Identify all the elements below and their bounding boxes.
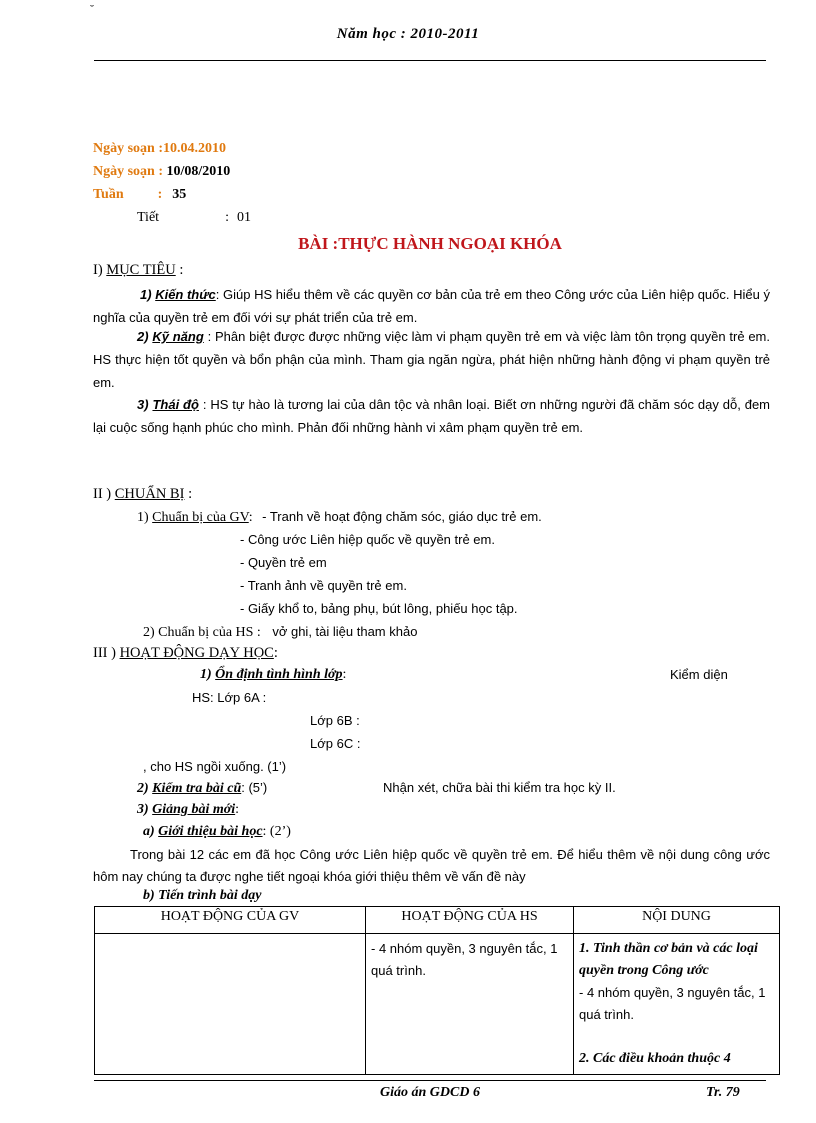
table-row: [95, 934, 780, 1075]
school-year-header: Năm học : 2010-2011: [336, 26, 480, 42]
teacher-prep-colon: :: [248, 510, 253, 525]
cell-content: [574, 934, 780, 1075]
cell-teacher-activity: [95, 934, 366, 1075]
period-line: [137, 210, 251, 226]
section-3-suffix: :: [273, 645, 278, 661]
teacher-prep-item-4: - Tranh ảnh về quyền trẻ em.: [240, 578, 407, 593]
teacher-prep-item-3: - Quyền trẻ em: [240, 555, 327, 570]
period-value: 01: [236, 210, 251, 225]
footer-rule: [94, 1080, 766, 1081]
header-rule: [94, 60, 766, 61]
objective-attitude: [93, 393, 770, 439]
date-prepared-2-value: 10/08/2010: [166, 164, 231, 179]
objective-knowledge-label: Kiến thức: [155, 287, 216, 302]
section-2-prefix: II ): [93, 486, 115, 502]
objective-attitude-text: : HS tự hào là tương lai của dân tộc và nhân loại. Biết ơn những người đã chăm sóc dạy dỗ, đem lại cuộc sống hạnh phúc cho mình. Phản đối những hành vi xâm phạm quyền trẻ em.: [93, 397, 771, 435]
date-prepared-1-label: Ngày soạn :: [93, 141, 164, 156]
date-prepared-1-value: 10.04.2010: [163, 141, 227, 156]
teacher-prep-label: Chuẩn bị của GV: [152, 510, 249, 525]
date-prepared-2: [93, 164, 230, 180]
section-3-heading: [93, 645, 278, 662]
new-lesson: [137, 802, 239, 818]
objective-skills-num: 2): [137, 329, 153, 344]
content-heading-2: 2. Các điều khoản thuộc 4: [579, 1051, 731, 1066]
objective-attitude-num: 3): [137, 397, 153, 412]
date-prepared-2-label: Ngày soạn :: [93, 164, 164, 179]
period-sep: :: [225, 210, 229, 225]
content-heading-1: 1. Tinh thần cơ bản và các loại quyền trong Công ước: [579, 941, 758, 978]
objective-skills-label: Kỹ năng: [152, 329, 204, 344]
new-lesson-label: Giảng bài mới: [152, 802, 236, 817]
student-prep-text: vở ghi, tài liệu tham khảo: [272, 624, 418, 639]
objective-attitude-label: Thái độ: [152, 397, 199, 412]
teacher-prep-num: 1): [137, 510, 153, 525]
header-student-activity: HOẠT ĐỘNG CỦA HS: [366, 907, 574, 934]
lesson-intro: [143, 824, 291, 840]
section-3-title: HOẠT ĐỘNG DẠY HỌC: [119, 645, 274, 661]
old-lesson-note: Nhận xét, chữa bài thi kiểm tra học kỳ II.: [383, 780, 616, 795]
old-lesson-check: [137, 780, 267, 797]
lesson-intro-label: Giới thiệu bài học: [158, 824, 263, 839]
week-sep: :: [157, 187, 163, 202]
class-6c: Lớp 6C :: [310, 736, 361, 751]
footer-subject: Giáo án GDCD 6: [380, 1085, 480, 1100]
section-2-title: CHUẨN BỊ: [114, 486, 185, 502]
activity-table: [94, 906, 780, 1075]
objective-skills-text: : Phân biệt được được những việc làm vi phạm quyền trẻ em và việc làm tôn trọng quyền trẻ em. HS thực hiện tốt quyền và bổn phận của mình. Tham gia ngăn ngừa, phát hiện những hành động vi phạm quyền trẻ em.: [93, 329, 770, 390]
section-2-heading: [93, 486, 192, 503]
teacher-prep-item-1: - Tranh về hoạt động chăm sóc, giáo dục trẻ em.: [262, 509, 542, 524]
header-teacher-activity: HOẠT ĐỘNG CỦA GV: [95, 907, 366, 934]
cell-student-activity: - 4 nhóm quyền, 3 nguyên tắc, 1 quá trình.: [366, 934, 574, 1075]
class-stabilize-num: 1): [200, 667, 216, 682]
section-1-title: MỤC TIÊU: [106, 262, 176, 278]
class-stabilize: [200, 667, 346, 683]
section-1-suffix: :: [175, 262, 184, 278]
objective-knowledge-text: : Giúp HS hiểu thêm về các quyền cơ bản của trẻ em theo Công ước của Liên hiệp quốc. Hiểu ý nghĩa của quyền trẻ em đối với sự phát triển của trẻ em.: [93, 287, 770, 325]
objective-skills: [93, 325, 770, 394]
class-6b: Lớp 6B :: [310, 713, 360, 728]
lesson-title: BÀI :THỰC HÀNH NGOẠI KHÓA: [298, 234, 562, 253]
student-prep: [143, 624, 417, 641]
week-value: 35: [172, 187, 187, 202]
class-6a: HS: Lớp 6A :: [192, 690, 267, 705]
week-line: [93, 187, 186, 203]
header-mark: ˘: [90, 2, 94, 16]
header-content: NỘI DUNG: [574, 907, 780, 934]
old-lesson-time: : (5’): [241, 780, 268, 795]
section-3-prefix: III ): [93, 645, 120, 661]
seat-students: , cho HS ngồi xuống. (1’): [143, 759, 287, 774]
student-prep-label: 2) Chuẩn bị của HS :: [143, 625, 261, 640]
attendance-check: Kiểm diện: [670, 667, 728, 682]
old-lesson-num: 2): [137, 781, 153, 796]
lesson-intro-num: a): [143, 824, 159, 839]
teacher-prep: [137, 509, 542, 526]
table-header-row: [95, 907, 780, 934]
section-2-suffix: :: [184, 486, 193, 502]
class-stabilize-colon: :: [342, 667, 347, 682]
page-number: Tr. 79: [706, 1085, 740, 1100]
section-1-prefix: I): [93, 262, 107, 278]
old-lesson-label: Kiểm tra bài cũ: [152, 781, 242, 796]
class-stabilize-label: Ổn định tình hình lớp: [215, 667, 343, 682]
objective-knowledge-num: 1): [140, 287, 156, 302]
content-text: - 4 nhóm quyền, 3 nguyên tắc, 1 quá trình.: [579, 985, 766, 1022]
lesson-intro-text: Trong bài 12 các em đã học Công ước Liên hiệp quốc về quyền trẻ em. Để hiểu thêm về nội dung công ước hôm nay chúng ta được nghe tiết ngoại khóa giới thiệu thêm về vấn đề này: [93, 847, 770, 884]
teacher-prep-item-2: - Công ước Liên hiệp quốc về quyền trẻ em.: [240, 532, 495, 547]
date-prepared-1: [93, 141, 226, 157]
week-label: Tuần: [93, 187, 124, 202]
new-lesson-num: 3): [137, 802, 153, 817]
teacher-prep-item-5: - Giấy khổ to, bảng phụ, bút lông, phiếu học tập.: [240, 601, 518, 616]
objective-knowledge: [93, 283, 770, 329]
new-lesson-colon: :: [235, 802, 240, 817]
lesson-process-label: b) Tiến trình bài dạy: [143, 888, 262, 903]
period-label: Tiết: [137, 210, 160, 225]
lesson-intro-time: : (2’): [262, 824, 291, 839]
section-1-heading: [93, 262, 183, 279]
